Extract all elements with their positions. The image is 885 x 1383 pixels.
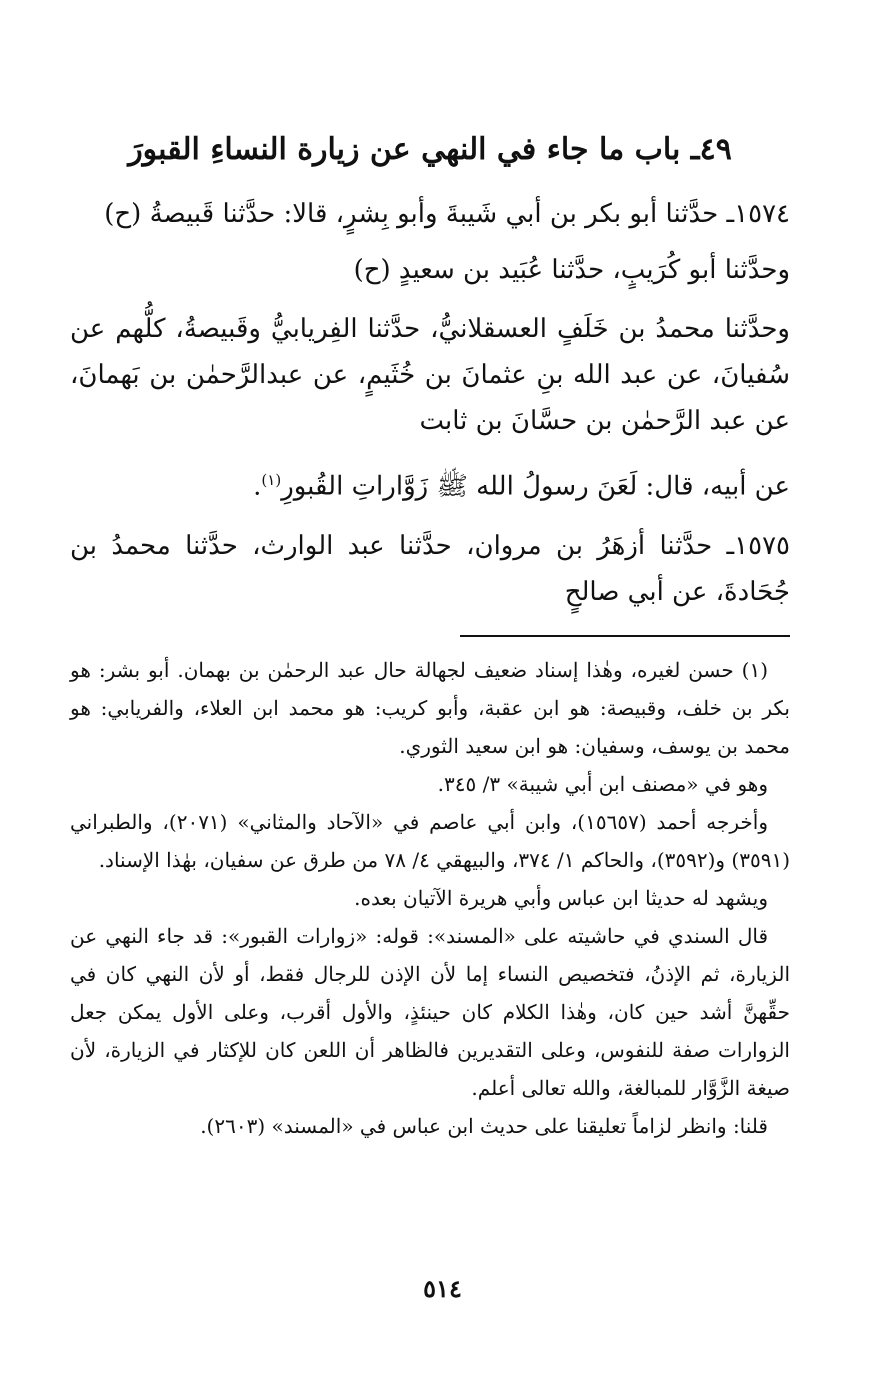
- footnote-1: (١) حسن لغيره، وهٰذا إسناد ضعيف لجهالة حال عبد الرحمٰن بن بهمان. أبو بشر: هو بكر بن خلف، وقبيصة: هو ابن عقبة، وأبو كريب: هو محمد ابن العلاء، والفريابي: هو محمد بن يوسف، وسفيان: هو ابن سعيد الثوري.: [70, 657, 790, 758]
- footnote-takhrij: وأخرجه أحمد (١٥٦٥٧)، وابن أبي عاصم في «الآحاد والمثاني» (٢٠٧١)، والطبراني (٣٥٩١) و(٣٥٩٢)، والحاكم ١/ ٣٧٤، والبيهقي ٤/ ٧٨ من طرق عن سفيان، بهٰذا الإسناد.: [70, 809, 790, 872]
- footnotes: [70, 651, 790, 1145]
- footnote-source: وهو في «مصنف ابن أبي شيبة» ٣/ ٣٤٥.: [437, 771, 768, 796]
- hadith-1575-text: ١٥٧٥ـ حدَّثنا أزهَرُ بن مروان، حدَّثنا عبد الوارث، حدَّثنا محمدُ بن جُحَادةَ، عن أبي صالحٍ: [70, 530, 790, 607]
- main-text: [70, 186, 790, 615]
- hadith-1574-matn-end: .: [253, 471, 262, 502]
- hadith-1574-matn: [70, 452, 790, 515]
- footnote-sindi-comment: قال السندي في حاشيته على «المسند»: قوله: «زوارات القبور»: قد جاء النهي عن الزيارة، ثم الإذنُ، فتخصيص النساء إما لأن الإذن للرجال فقط، أو لأن النهي كان في حقِّهنَّ أشد حين كان، وهٰذا الكلام كان حينئذٍ، والأول أقرب، وعلى الأول يمكن جعل الزوارات صفة للنفوس، وعلى التقديرين فالظاهر أن اللعن كان للإكثار في الزيارة، لأن صيغة الزَّوَّار للمبالغة، والله تعالى أعلم.: [70, 923, 790, 1100]
- hadith-1574-line1: ١٥٧٤ـ حدَّثنا أبو بكر بن أبي شَيبةَ وأبو بِشرٍ، قالا: حدَّثنا قَبيصةُ (ح): [104, 199, 790, 229]
- hadith-1574-matn-text: عن أبيه، قال: لَعَنَ رسولُ الله ﷺ زَوَّاراتِ القُبورِ: [281, 471, 790, 502]
- footnote-editors-note: قلنا: وانظر لزاماً تعليقنا على حديث ابن عباس في «المسند» (٢٦٠٣).: [200, 1113, 768, 1138]
- hadith-1574-line2: وحدَّثنا أبو كُرَيبٍ، حدَّثنا عُبَيد بن سعيدٍ (ح): [353, 255, 790, 285]
- footnote-separator: [460, 635, 790, 637]
- hadith-1574-isnad: وحدَّثنا محمدُ بن خَلَفٍ العسقلانيُّ، حدَّثنا الفِريابيُّ وقَبيصةُ، كلُّهم عن سُفيانَ، عن عبد الله بنِ عثمانَ بن خُثَيمٍ، عن عبدالرَّحمٰن بن بَهمانَ، عن عبد الرَّحمٰن بن حسَّانَ بن ثابت: [70, 314, 790, 436]
- footnote-reference: (١): [261, 471, 282, 489]
- chapter-title: ٤٩ـ باب ما جاء في النهي عن زيارة النساءِ القبورَ: [128, 132, 732, 167]
- page-number: ٥١٤: [423, 1274, 462, 1303]
- footnote-witnesses: ويشهد له حديثا ابن عباس وأبي هريرة الآتيان بعده.: [354, 885, 768, 910]
